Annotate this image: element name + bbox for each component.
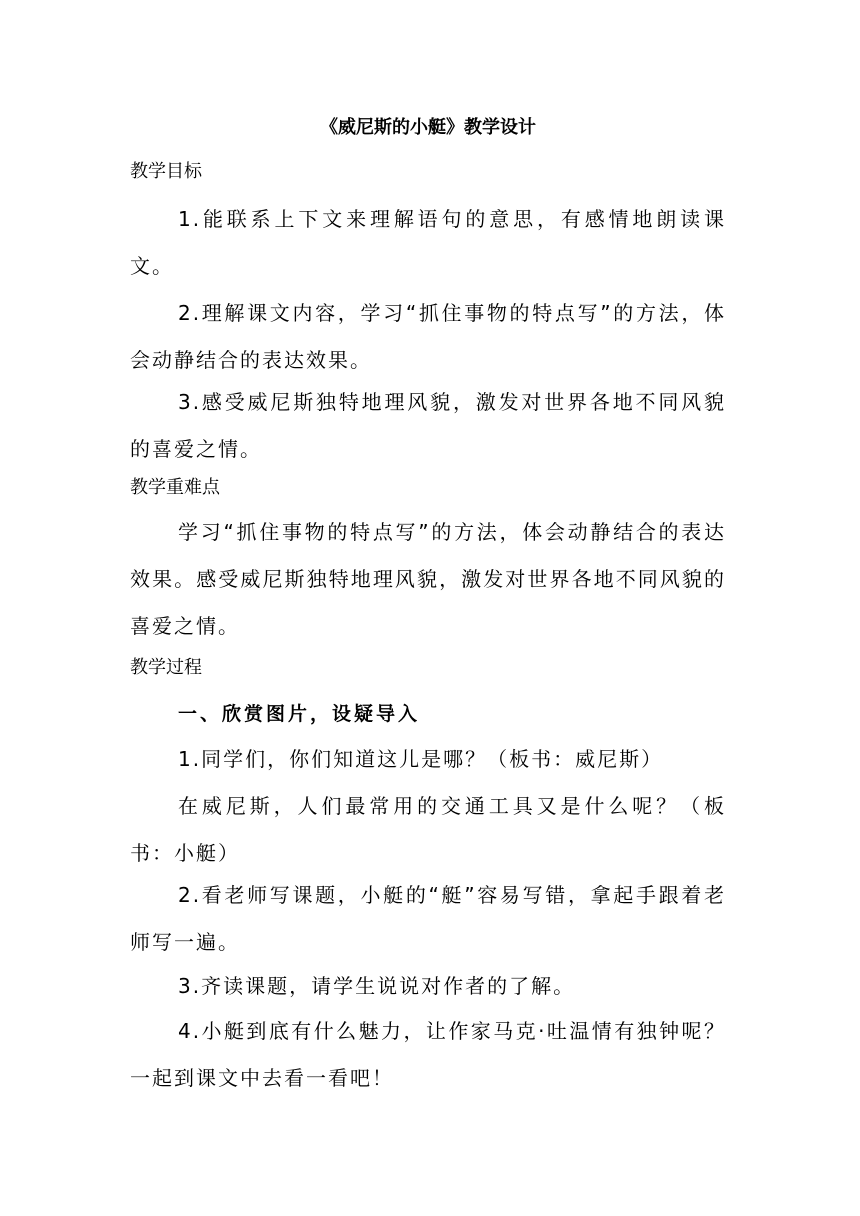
step-1-item-5: 4.小艇到底有什么魅力，让作家马克·吐温情有独钟呢？一起到课文中去看一看吧！: [130, 1019, 726, 1090]
step-1-item-4: 3.齐读课题，请学生说说对作者的了解。: [178, 974, 576, 998]
goal-paragraph-3: 3.感受威尼斯独特地理风貌，激发对世界各地不同风貌的喜爱之情。: [130, 390, 726, 461]
goal-paragraph-1: 1.能联系上下文来理解语句的意思，有感情地朗读课文。: [130, 207, 726, 278]
step-1-item-3: 2.看老师写课题，小艇的“艇”容易写错，拿起手跟着老师写一遍。: [130, 883, 726, 954]
section-heading-key-points: 教学重难点: [130, 477, 220, 498]
key-points-paragraph: 学习“抓住事物的特点写”的方法，体会动静结合的表达效果。感受威尼斯独特地理风貌，激发对世界各地不同风貌的喜爱之情。: [130, 520, 726, 638]
document-title: 《威尼斯的小艇》教学设计: [320, 117, 536, 138]
section-heading-goals: 教学目标: [130, 161, 202, 182]
step-1-item-2: 在威尼斯，人们最常用的交通工具又是什么呢？（板书：小艇）: [130, 794, 726, 865]
step-1-item-1: 1.同学们，你们知道这儿是哪？（板书：威尼斯）: [178, 747, 664, 771]
section-heading-process: 教学过程: [130, 657, 202, 678]
goal-paragraph-2: 2.理解课文内容，学习“抓住事物的特点写”的方法，体会动静结合的表达效果。: [130, 301, 726, 372]
step-1-title: 一、欣赏图片，设疑导入: [178, 703, 421, 725]
